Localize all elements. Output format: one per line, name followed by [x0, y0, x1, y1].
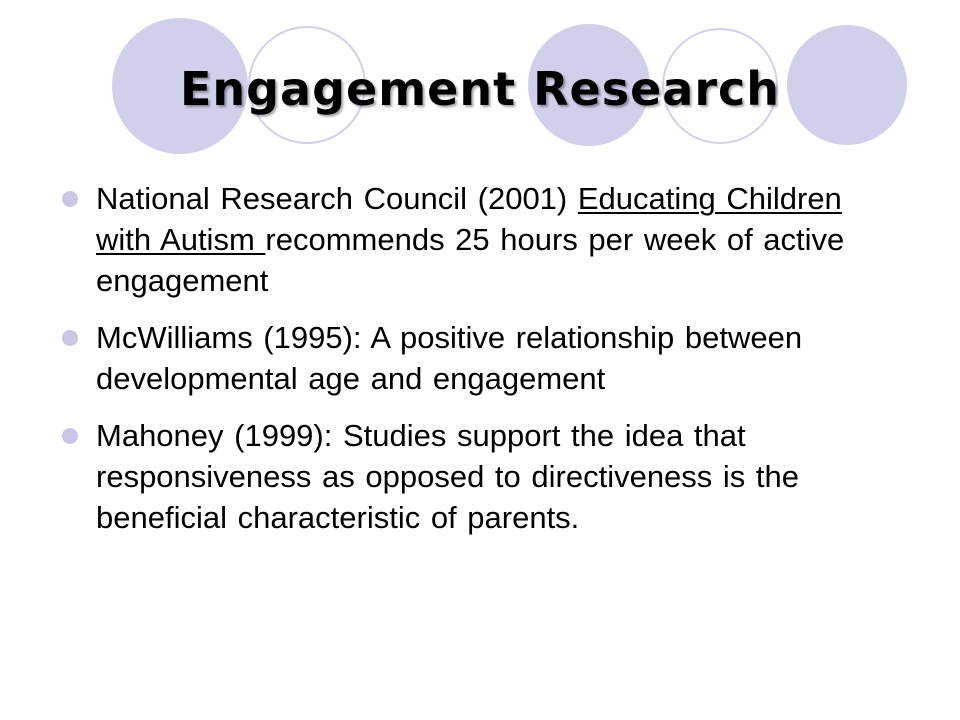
slide-title: Engagement Research: [179, 62, 781, 116]
book-title: Educating Children with Autism: [96, 181, 842, 257]
bullet-item: [62, 317, 872, 399]
bullet-text: National Research Council (2001): [96, 181, 578, 216]
bullet-text: recommends 25 hours per week of active engagement: [96, 222, 845, 298]
bullet-list: [62, 178, 872, 554]
bullet-dot-icon: [62, 330, 78, 346]
bullet-text: McWilliams (1995): A positive relationship between developmental age and engagement: [96, 320, 803, 396]
bullet-text: Mahoney (1999): Studies support the idea that responsiveness as opposed to directiveness is the beneficial characteristic of parents.: [96, 418, 800, 535]
bullet-item: [62, 415, 872, 538]
bullet-dot-icon: [62, 191, 78, 207]
bullet-dot-icon: [62, 428, 78, 444]
bullet-item: [62, 178, 872, 301]
